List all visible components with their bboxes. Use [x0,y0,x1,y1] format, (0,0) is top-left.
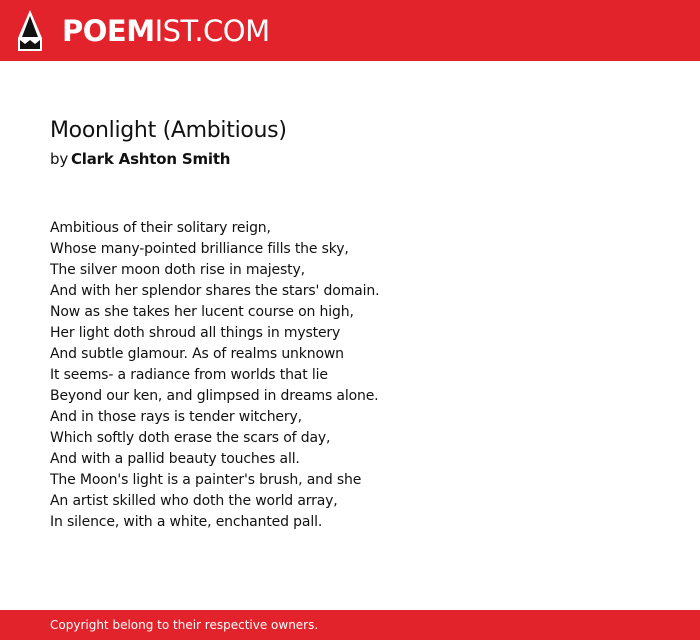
poem-line: And in those rays is tender witchery, [50,409,302,425]
poem-line: Her light doth shroud all things in mystery [50,325,341,341]
poem-title: Moonlight (Ambitious) [50,118,287,143]
poem-line: Now as she takes her lucent course on high, [50,304,354,320]
poem-line: And with a pallid beauty touches all. [50,451,300,467]
site-header [0,0,700,61]
footer-copyright: Copyright belong to their respective owners. [50,618,319,632]
logo-brand-bold: POEM [62,14,155,48]
logo-brand-light: IST.COM [154,14,270,48]
poem-body [50,218,650,533]
poem-line: In silence, with a white, enchanted pall. [50,514,323,530]
site-footer [0,610,700,640]
poem-line: It seems- a radiance from worlds that lie [50,367,328,383]
poem-byline [50,148,230,170]
poem-line: And subtle glamour. As of realms unknown [50,346,344,362]
poem-line: The Moon's light is a painter's brush, and she [50,472,362,488]
poem-line: Whose many-pointed brilliance fills the sky, [50,241,349,257]
poem-author: Clark Ashton Smith [71,150,231,168]
poem-line: Beyond our ken, and glimpsed in dreams alone. [50,388,379,404]
poem-line: And with her splendor shares the stars' domain. [50,283,380,299]
poem-line: The silver moon doth rise in majesty, [50,262,305,278]
poem-line: Ambitious of their solitary reign, [50,220,271,236]
site-logo-text[interactable] [62,12,270,50]
poem-line: Which softly doth erase the scars of day, [50,430,331,446]
byline-prefix: by [50,150,68,168]
poem-line: An artist skilled who doth the world array, [50,493,338,509]
pencil-tip-icon[interactable] [18,10,42,51]
